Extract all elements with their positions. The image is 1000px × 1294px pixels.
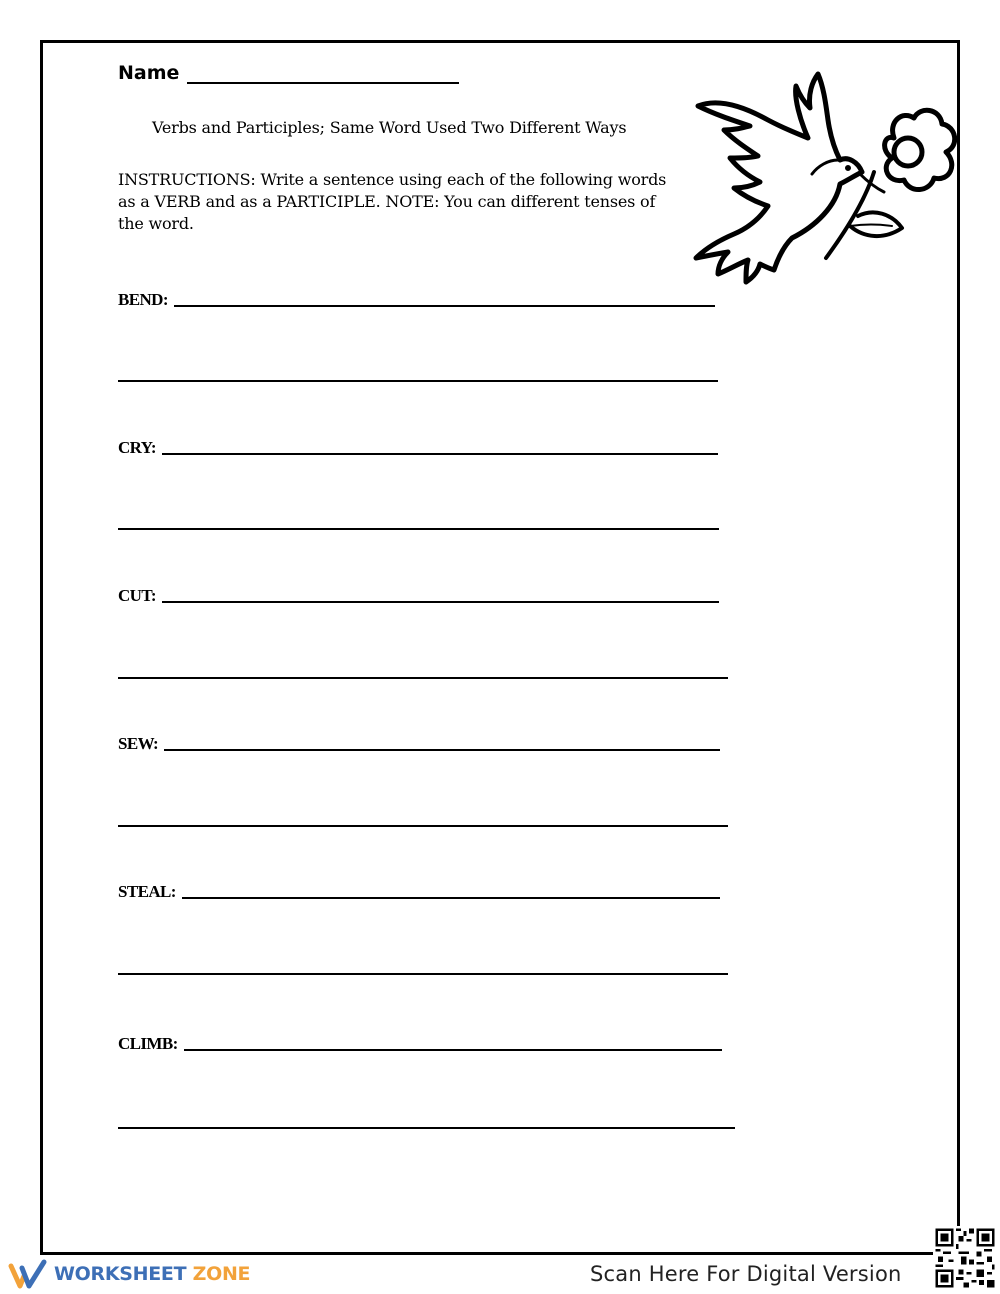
verb-sentence-line-steal[interactable] (182, 897, 720, 899)
verb-sentence-line-cut[interactable] (162, 601, 719, 603)
worksheet-zone-logo-icon (8, 1258, 48, 1290)
bird-with-flower-icon (688, 68, 960, 290)
scan-for-digital-text: Scan Here For Digital Version (590, 1262, 902, 1286)
word-row-cry (118, 438, 718, 458)
word-row-bend (118, 290, 715, 310)
participle-sentence-line-cut[interactable] (118, 677, 728, 679)
word-label-sew: SEW: (118, 734, 159, 753)
word-row-climb (118, 1034, 722, 1054)
verb-sentence-line-bend[interactable] (174, 305, 715, 307)
verb-sentence-line-climb[interactable] (184, 1049, 722, 1051)
participle-sentence-line-cry[interactable] (118, 528, 719, 530)
verb-sentence-line-sew[interactable] (164, 749, 720, 751)
word-row-sew (118, 734, 720, 754)
participle-sentence-line-climb[interactable] (118, 1127, 735, 1129)
participle-sentence-line-sew[interactable] (118, 825, 728, 827)
worksheet-title: Verbs and Participles; Same Word Used Two Different Ways (152, 118, 627, 137)
instructions-text: INSTRUCTIONS: Write a sentence using each of the following words as a VERB and as a PARTICIPLE. NOTE: You can different tenses of the word. (118, 170, 667, 233)
name-label: Name (118, 62, 180, 84)
participle-sentence-line-bend[interactable] (118, 380, 718, 382)
brand-name: WORKSHEET ZONE (54, 1263, 251, 1285)
word-label-cut: CUT: (118, 586, 156, 605)
word-row-steal (118, 882, 720, 902)
name-field (118, 62, 459, 84)
name-blank-line[interactable] (187, 64, 459, 84)
word-row-cut (118, 586, 719, 606)
worksheet-zone-logo[interactable] (8, 1258, 250, 1290)
verb-sentence-line-cry[interactable] (162, 453, 718, 455)
word-label-cry: CRY: (118, 438, 156, 457)
qr-code-icon[interactable] (933, 1226, 997, 1290)
word-label-climb: CLIMB: (118, 1034, 178, 1053)
participle-sentence-line-steal[interactable] (118, 973, 728, 975)
word-label-bend: BEND: (118, 290, 168, 309)
word-label-steal: STEAL: (118, 882, 176, 901)
